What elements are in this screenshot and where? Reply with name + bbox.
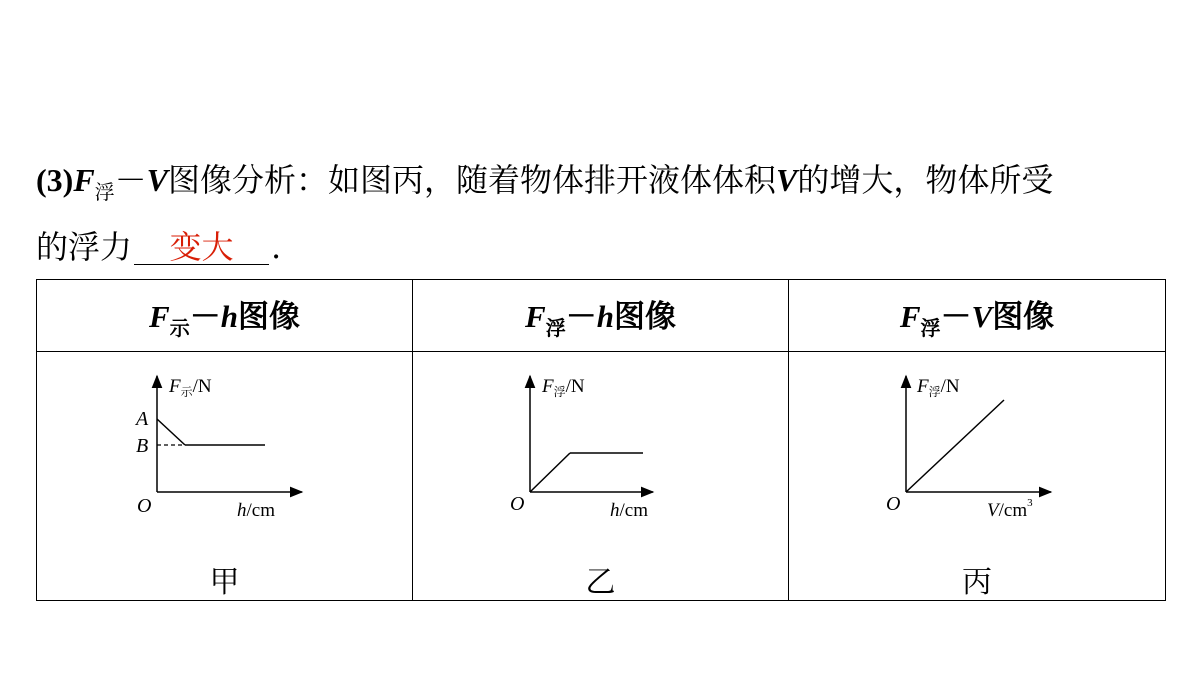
x-axis-label: h/cm xyxy=(610,500,648,521)
caption-yi: 乙 xyxy=(585,565,616,600)
answer-blank xyxy=(134,230,269,265)
header-yi: $F_浮-h$图像 xyxy=(413,280,789,352)
x-axis-label: $V/cm^3$ xyxy=(987,497,1033,521)
dash: － xyxy=(114,161,147,199)
curve-decline xyxy=(157,419,185,445)
header-row xyxy=(37,280,1166,352)
curve-linear xyxy=(906,400,1004,492)
question-line-1 xyxy=(36,160,1053,212)
graph-row xyxy=(37,352,1166,601)
graph-cell-bing xyxy=(789,352,1166,601)
graph-cell-yi xyxy=(413,352,789,601)
symbol-F: F xyxy=(73,162,95,198)
curve-rise xyxy=(530,453,570,492)
y-axis-label: $F_浮/N$ xyxy=(542,376,585,399)
y-axis-label: $F_浮/N$ xyxy=(917,376,960,399)
question-number: (3) xyxy=(36,162,74,198)
caption-bing: 丙 xyxy=(962,565,992,600)
symbol-F-subscript: 浮 xyxy=(94,180,115,204)
y-axis-label: $F_示/N$ xyxy=(169,376,212,399)
question-text-2: 的增大，物体所受 xyxy=(797,161,1054,199)
caption-jia: 甲 xyxy=(209,565,240,600)
x-axis-label: h/cm xyxy=(237,500,275,521)
symbol-V: V xyxy=(146,162,169,198)
question-line-2 xyxy=(36,227,281,267)
end-punctuation: . xyxy=(271,228,282,266)
origin-label: O xyxy=(510,493,525,515)
question-text-1: 图像分析：如图丙，随着物体排开液体体积 xyxy=(168,161,777,199)
label-B: B xyxy=(136,435,149,457)
question-text-3: 的浮力 xyxy=(36,228,133,266)
label-A: A xyxy=(136,408,149,430)
origin-label: O xyxy=(137,495,152,517)
graph-cell-jia xyxy=(37,352,413,601)
header-jia: $F_示-h$图像 xyxy=(37,280,413,352)
header-bing: $F_浮-V$图像 xyxy=(789,280,1166,352)
graph-table xyxy=(36,279,1166,601)
symbol-V-2: V xyxy=(776,162,798,198)
origin-label: O xyxy=(886,493,901,515)
answer-text: 变大 xyxy=(169,228,234,266)
